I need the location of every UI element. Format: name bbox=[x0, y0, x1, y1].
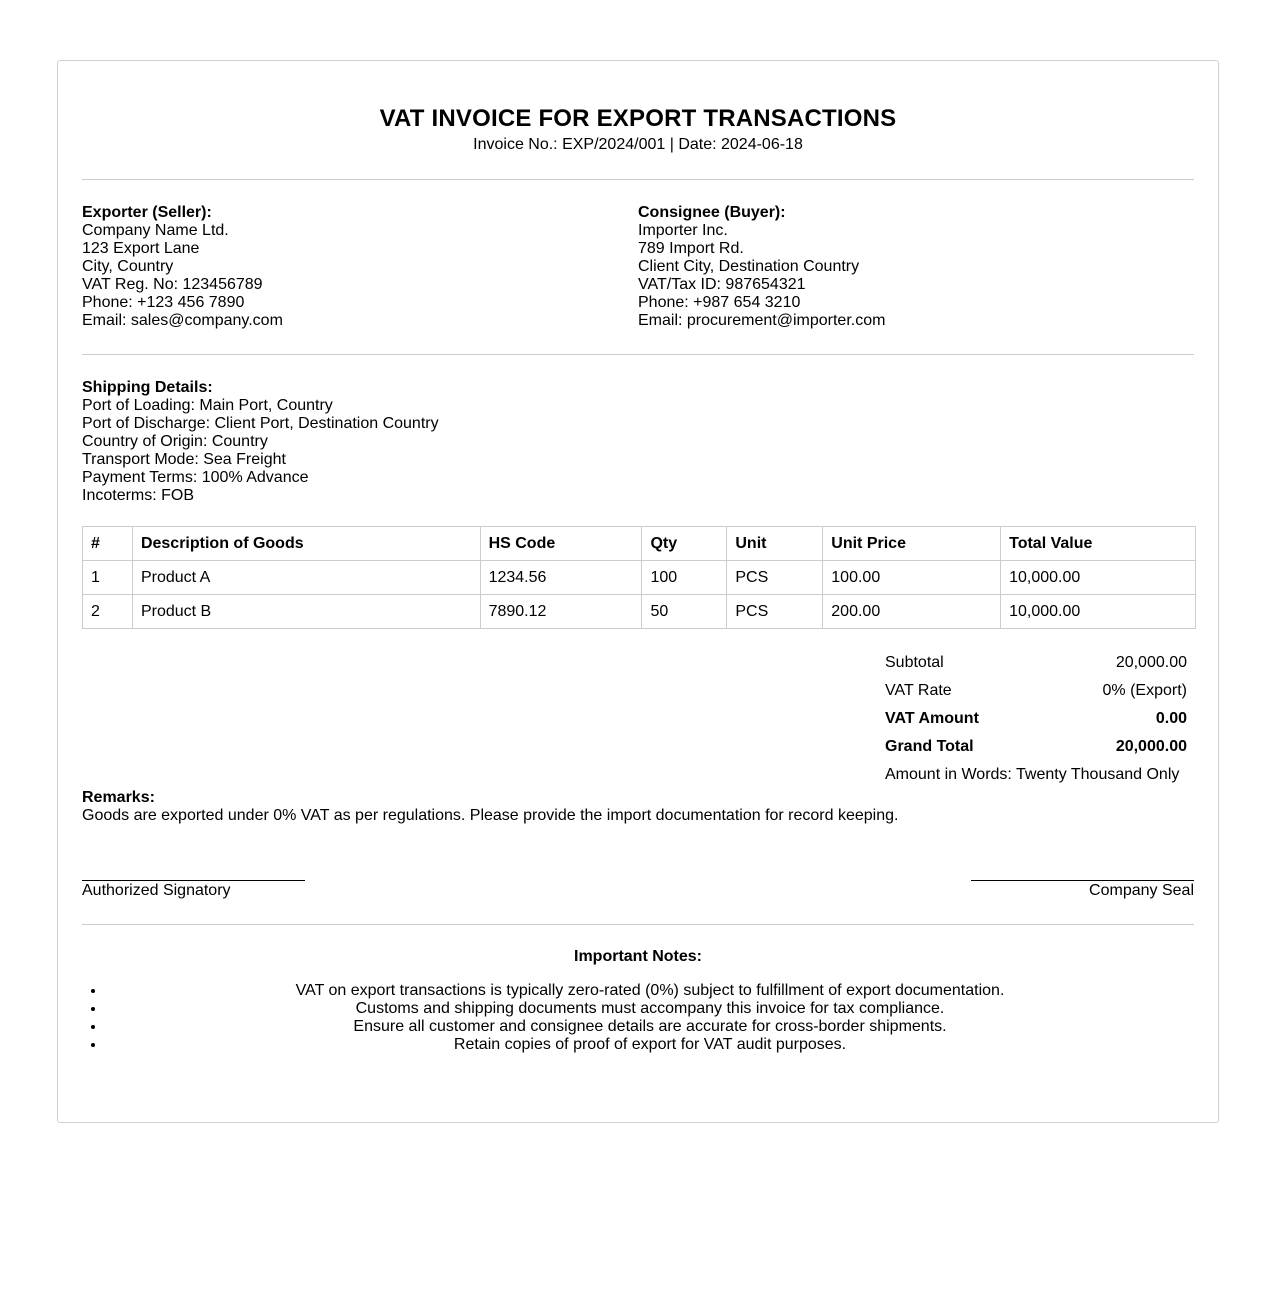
exporter-line: VAT Reg. No: 123456789 bbox=[82, 276, 263, 293]
seal-caption: Company Seal bbox=[1089, 882, 1194, 899]
subtotal-row bbox=[885, 653, 1187, 681]
company-seal bbox=[971, 880, 1194, 900]
col-header-hs-code: HS Code bbox=[480, 527, 642, 561]
consignee-line: Phone: +987 654 3210 bbox=[638, 294, 801, 311]
shipping-details bbox=[82, 379, 1194, 505]
exporter-line: City, Country bbox=[82, 258, 174, 275]
cell-hs-code: 1234.56 bbox=[480, 561, 642, 595]
exporter-line: 123 Export Lane bbox=[82, 240, 200, 257]
consignee-label: Consignee (Buyer): bbox=[638, 204, 786, 221]
consignee-block bbox=[638, 204, 1194, 330]
signatory-caption: Authorized Signatory bbox=[82, 882, 231, 899]
vat-rate-row bbox=[885, 681, 1187, 709]
shipping-line: Payment Terms: 100% Advance bbox=[82, 469, 309, 486]
cell-description: Product B bbox=[132, 595, 480, 629]
subtotal-label: Subtotal bbox=[885, 654, 944, 671]
consignee-line: Email: procurement@importer.com bbox=[638, 312, 886, 329]
cell-number: 2 bbox=[83, 595, 133, 629]
col-header-qty: Qty bbox=[642, 527, 727, 561]
shipping-line: Port of Loading: Main Port, Country bbox=[82, 397, 333, 414]
exporter-block bbox=[82, 204, 638, 330]
col-header-description: Description of Goods bbox=[132, 527, 480, 561]
vat-rate-value: 0% (Export) bbox=[1102, 682, 1187, 699]
remarks-section bbox=[82, 789, 1194, 825]
grand-total-label: Grand Total bbox=[885, 738, 974, 755]
vat-amount-label: VAT Amount bbox=[885, 710, 979, 727]
authorized-signatory bbox=[82, 880, 305, 900]
exporter-line: Phone: +123 456 7890 bbox=[82, 294, 245, 311]
list-item: • Retain copies of proof of export for VAT audit purposes. bbox=[106, 1036, 1194, 1054]
list-item: • Customs and shipping documents must accompany this invoice for tax compliance. bbox=[106, 1000, 1194, 1018]
vat-rate-label: VAT Rate bbox=[885, 682, 952, 699]
totals-summary bbox=[885, 653, 1187, 785]
signature-section bbox=[82, 880, 1194, 900]
cell-qty: 50 bbox=[642, 595, 727, 629]
subtotal-value: 20,000.00 bbox=[1115, 654, 1187, 671]
cell-unit-price: 200.00 bbox=[823, 595, 1001, 629]
col-header-unit: Unit bbox=[727, 527, 823, 561]
page-title: VAT INVOICE FOR EXPORT TRANSACTIONS bbox=[379, 105, 897, 132]
col-header-unit-price: Unit Price bbox=[823, 527, 1001, 561]
remarks-text: Goods are exported under 0% VAT as per regulations. Please provide the import documentation for record keeping. bbox=[82, 807, 899, 824]
col-header-total-value: Total Value bbox=[1001, 527, 1196, 561]
invoice-document bbox=[57, 60, 1219, 1123]
grand-total-value: 20,000.00 bbox=[1115, 738, 1187, 755]
cell-qty: 100 bbox=[642, 561, 727, 595]
notes-title: Important Notes: bbox=[574, 948, 702, 965]
cell-unit: PCS bbox=[727, 561, 823, 595]
consignee-line: Importer Inc. bbox=[638, 222, 728, 239]
consignee-line: 789 Import Rd. bbox=[638, 240, 744, 257]
divider bbox=[82, 179, 1194, 180]
vat-amount-value: 0.00 bbox=[1155, 710, 1187, 727]
list-item: • VAT on export transactions is typically zero-rated (0%) subject to fulfillment of export documentation. bbox=[106, 982, 1194, 1000]
parties-section bbox=[82, 204, 1194, 330]
shipping-label: Shipping Details: bbox=[82, 379, 213, 396]
notes-list bbox=[82, 982, 1194, 1054]
cell-description: Product A bbox=[132, 561, 480, 595]
table-row bbox=[83, 561, 1196, 595]
consignee-line: Client City, Destination Country bbox=[638, 258, 860, 275]
table-header-row bbox=[83, 527, 1196, 561]
cell-total-value: 10,000.00 bbox=[1001, 561, 1196, 595]
grand-total-row bbox=[885, 737, 1187, 765]
cell-hs-code: 7890.12 bbox=[480, 595, 642, 629]
consignee-line: VAT/Tax ID: 987654321 bbox=[638, 276, 806, 293]
invoice-number-date: Invoice No.: EXP/2024/001 | Date: 2024-06-18 bbox=[473, 136, 803, 153]
table-row bbox=[83, 595, 1196, 629]
remarks-label: Remarks: bbox=[82, 789, 155, 806]
divider bbox=[82, 924, 1194, 925]
cell-unit-price: 100.00 bbox=[823, 561, 1001, 595]
cell-total-value: 10,000.00 bbox=[1001, 595, 1196, 629]
col-header-number: # bbox=[83, 527, 133, 561]
amount-in-words: Amount in Words: Twenty Thousand Only bbox=[885, 766, 1180, 783]
divider bbox=[82, 354, 1194, 355]
exporter-label: Exporter (Seller): bbox=[82, 204, 212, 221]
shipping-line: Incoterms: FOB bbox=[82, 487, 195, 504]
shipping-line: Country of Origin: Country bbox=[82, 433, 268, 450]
exporter-line: Company Name Ltd. bbox=[82, 222, 229, 239]
vat-amount-row bbox=[885, 709, 1187, 737]
goods-table bbox=[82, 526, 1196, 629]
cell-number: 1 bbox=[83, 561, 133, 595]
shipping-line: Transport Mode: Sea Freight bbox=[82, 451, 286, 468]
shipping-line: Port of Discharge: Client Port, Destination Country bbox=[82, 415, 439, 432]
exporter-line: Email: sales@company.com bbox=[82, 312, 283, 329]
cell-unit: PCS bbox=[727, 595, 823, 629]
list-item: • Ensure all customer and consignee details are accurate for cross-border shipments. bbox=[106, 1018, 1194, 1036]
